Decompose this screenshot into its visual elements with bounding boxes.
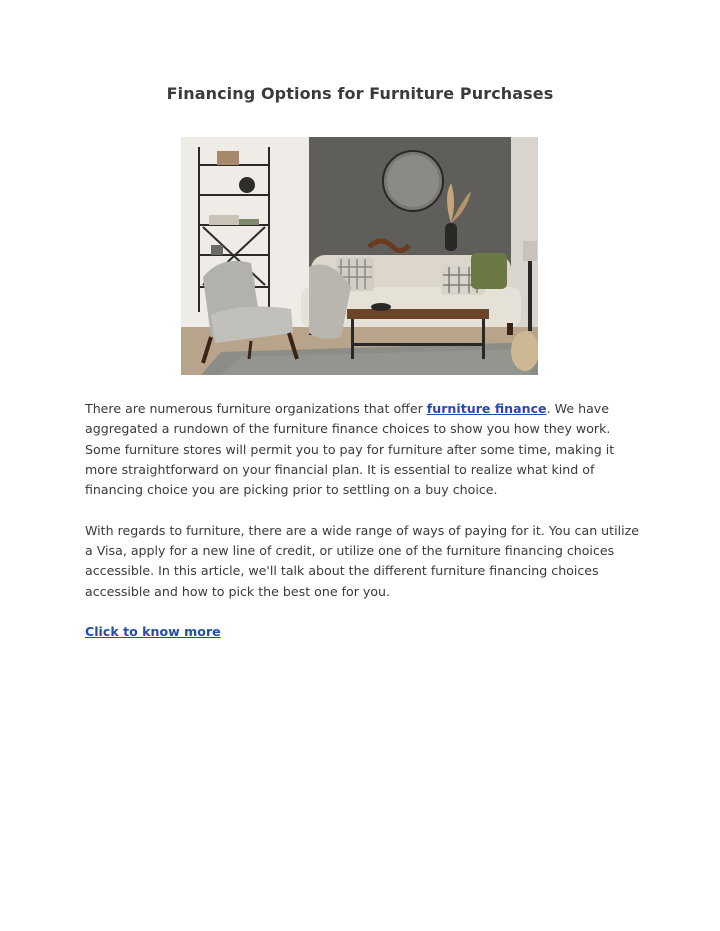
furniture-finance-link[interactable]: furniture finance: [426, 401, 547, 416]
body-paragraph: With regards to furniture, there are a wide range of ways of paying for it. You can utilize a Visa, apply for a new line of credit, or utilize one of the furniture financing choices accessible. In this article, we'll talk about the different furniture financing choices accessible and how to pick the best one for you.: [85, 522, 639, 599]
intro-text-before-link: There are numerous furniture organizations that offer: [85, 401, 427, 416]
article-body: [85, 399, 641, 663]
click-to-know-more-link[interactable]: Click to know more: [85, 624, 221, 640]
intro-text-after-link: . We have aggregated a rundown of the furniture finance choices to show you how they work. Some furniture stores will permit you to pay for furniture after some time, making it more straightforward on your financial plan. It is essential to realize what kind of financing choice you are picking prior to settling on a buy choice.: [85, 401, 615, 498]
intro-paragraph: [85, 399, 641, 500]
living-room-photo: [181, 137, 538, 375]
cta-paragraph: [85, 622, 641, 642]
page-title: Financing Options for Furniture Purchases: [166, 84, 554, 103]
